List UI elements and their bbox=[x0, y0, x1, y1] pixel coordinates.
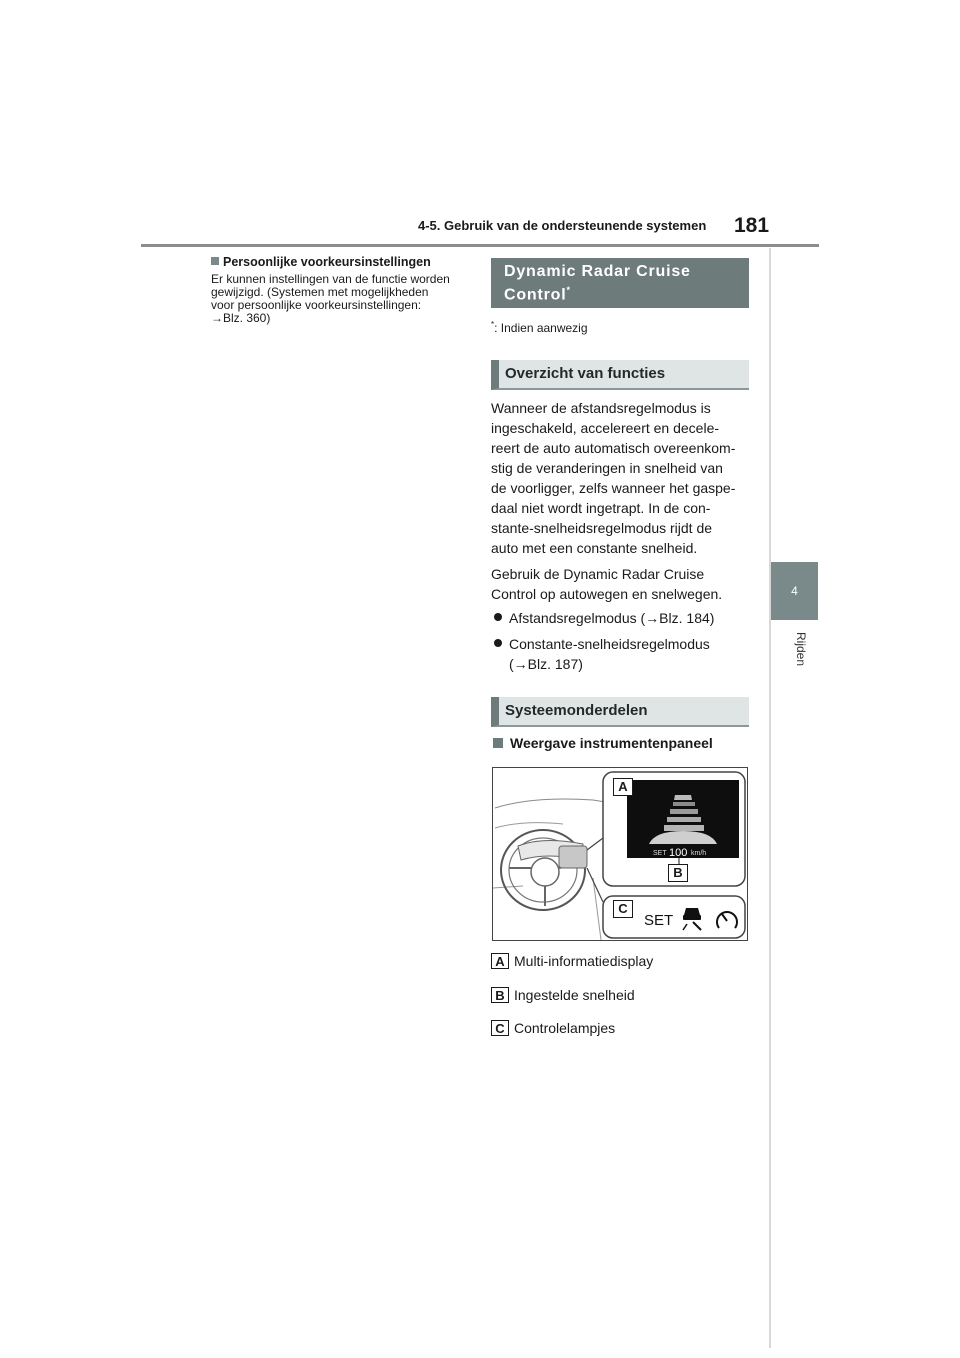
svg-text:100: 100 bbox=[669, 847, 688, 859]
square-bullet-icon bbox=[493, 738, 503, 748]
legend-item-a: A Multi-informatiedisplay bbox=[491, 953, 653, 969]
legend-item-b: B Ingestelde snelheid bbox=[491, 987, 635, 1003]
bullet-icon bbox=[494, 613, 502, 621]
chapter-label: Rijden bbox=[794, 632, 808, 667]
svg-text:SET: SET bbox=[653, 850, 667, 857]
section-overview-title: Overzicht van functies bbox=[491, 360, 749, 390]
main-title-banner: Dynamic Radar Cruise Control* bbox=[491, 258, 749, 308]
bullet-icon bbox=[494, 639, 502, 647]
footnote: *: Indien aanwezig bbox=[491, 320, 588, 335]
page-number: 181 bbox=[734, 214, 770, 237]
legend-key: C bbox=[491, 1020, 509, 1036]
personal-settings-heading: Persoonlijke voorkeursinstellingen bbox=[211, 255, 431, 269]
page-reference-link[interactable]: →Blz. 360) bbox=[211, 311, 271, 325]
instrument-display-heading: Weergave instrumentenpaneel bbox=[493, 735, 713, 751]
cluster-highlight bbox=[559, 846, 587, 868]
legend-key: B bbox=[491, 987, 509, 1003]
legend-key: A bbox=[491, 953, 509, 969]
square-bullet-icon bbox=[211, 257, 219, 265]
header-rule bbox=[141, 244, 819, 247]
section-components-title: Systeemonderdelen bbox=[491, 697, 749, 727]
side-divider bbox=[769, 248, 771, 1348]
usage-paragraph: Gebruik de Dynamic Radar Cruise Control op autowegen en snelwegen. bbox=[491, 566, 723, 602]
legend-item-c: C Controlelampjes bbox=[491, 1020, 615, 1036]
callout-c: C bbox=[613, 900, 633, 918]
instrument-panel-figure bbox=[492, 767, 748, 941]
personal-settings-text: Er kunnen instellingen van de functie worden gewijzigd. (Systemen met mogelijkheden voor persoonlijke voorkeursinstellingen: →Blz. 360) bbox=[211, 273, 473, 325]
callout-a: A bbox=[613, 778, 633, 796]
bullet-constant-speed-mode[interactable]: Constante-snelheidsregelmodus (→Blz. 187) bbox=[494, 634, 710, 674]
svg-text:km/h: km/h bbox=[691, 850, 707, 857]
callout-b: B bbox=[668, 864, 688, 882]
chapter-number: 4 bbox=[791, 584, 798, 598]
chapter-tab[interactable] bbox=[771, 562, 818, 620]
set-indicator: SET bbox=[644, 912, 674, 929]
overview-paragraph: Wanneer de afstandsregelmodus is ingeschakeld, accelereert en decele- reert de auto automatisch overeenkom- stig de veranderingen in snelheid van de voorligger, zelfs wanneer het gaspe- daal niet wordt ingetrapt. In de con- stante-snelheidsregelmodus rijdt de auto met een constante snelheid. bbox=[491, 400, 736, 556]
section-title: 4-5. Gebruik van de ondersteunende systemen bbox=[418, 218, 707, 233]
bullet-distance-mode[interactable]: Afstandsregelmodus (→Blz. 184) bbox=[494, 608, 714, 628]
